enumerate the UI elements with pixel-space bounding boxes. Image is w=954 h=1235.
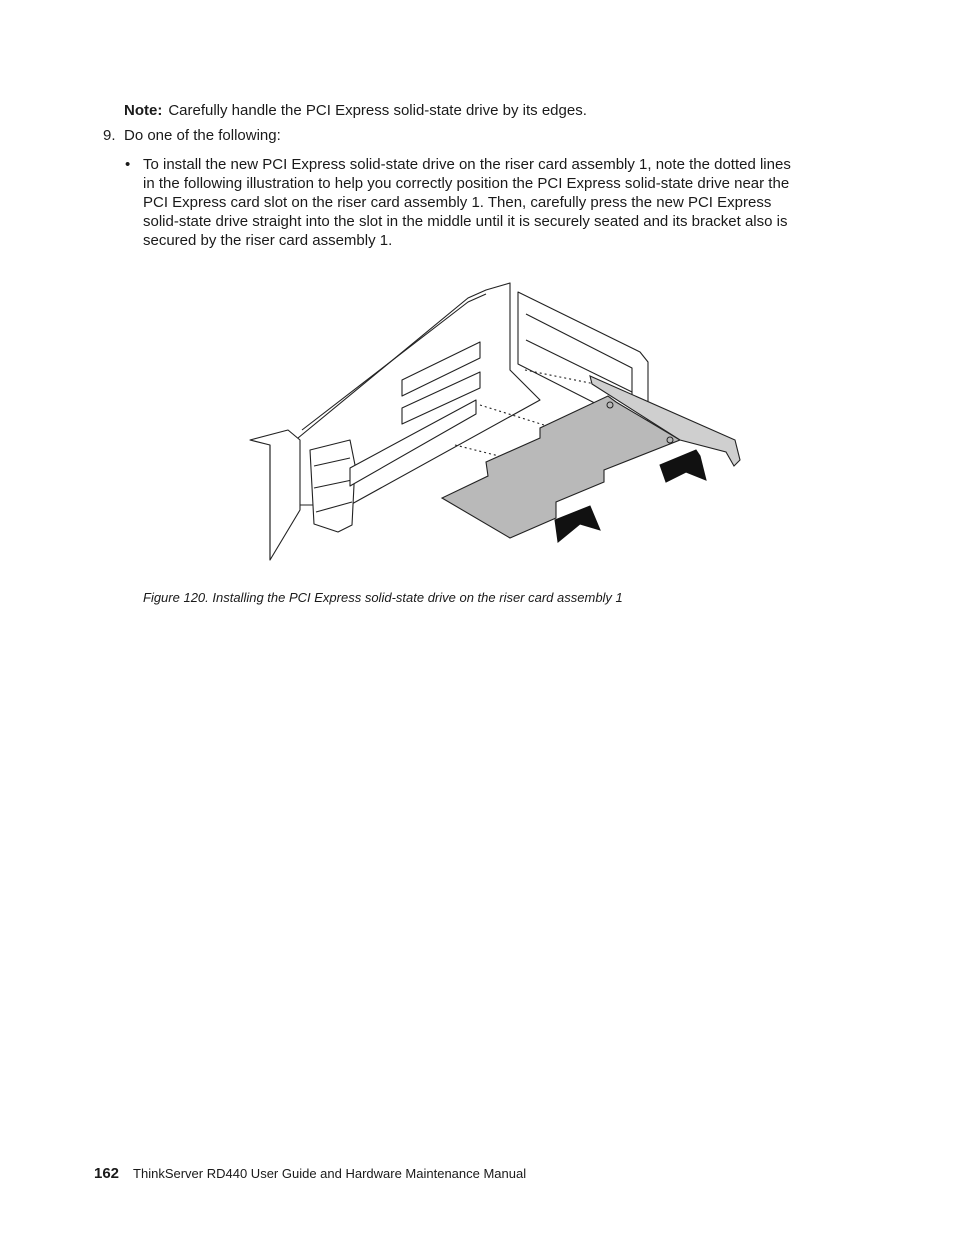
- step-number: 9.: [103, 127, 116, 144]
- bullet-line: secured by the riser card assembly 1.: [143, 232, 393, 249]
- figure-caption: Figure 120. Installing the PCI Express solid-state drive on the riser card assembly 1: [143, 590, 623, 605]
- bullet-text: [143, 155, 843, 250]
- bullet-line: PCI Express card slot on the riser card assembly 1. Then, carefully press the new PCI Express: [143, 194, 772, 211]
- riser-card-illustration: [240, 280, 750, 570]
- insert-arrow-upper-icon: [660, 450, 706, 482]
- riser-card-drawing: [240, 280, 750, 570]
- note: [124, 101, 587, 121]
- bullet-line: in the following illustration to help you correctly position the PCI Express solid-state drive near the: [143, 175, 790, 192]
- step-9: [103, 126, 281, 146]
- bullet-line: solid-state drive straight into the slot in the middle until it is securely seated and its bracket also is: [143, 213, 788, 230]
- note-text: Carefully handle the PCI Express solid-state drive by its edges.: [168, 102, 587, 119]
- bullet-line: To install the new PCI Express solid-state drive on the riser card assembly 1, note the dotted lines: [143, 156, 791, 173]
- page-number: 162: [94, 1165, 120, 1182]
- page-footer: [94, 1165, 526, 1182]
- bullet-marker: •: [125, 156, 131, 173]
- insert-arrow-lower-icon: [555, 506, 600, 542]
- document-title: ThinkServer RD440 User Guide and Hardware Maintenance Manual: [133, 1166, 527, 1181]
- note-label: Note:: [124, 102, 163, 119]
- step-text: Do one of the following:: [124, 127, 281, 144]
